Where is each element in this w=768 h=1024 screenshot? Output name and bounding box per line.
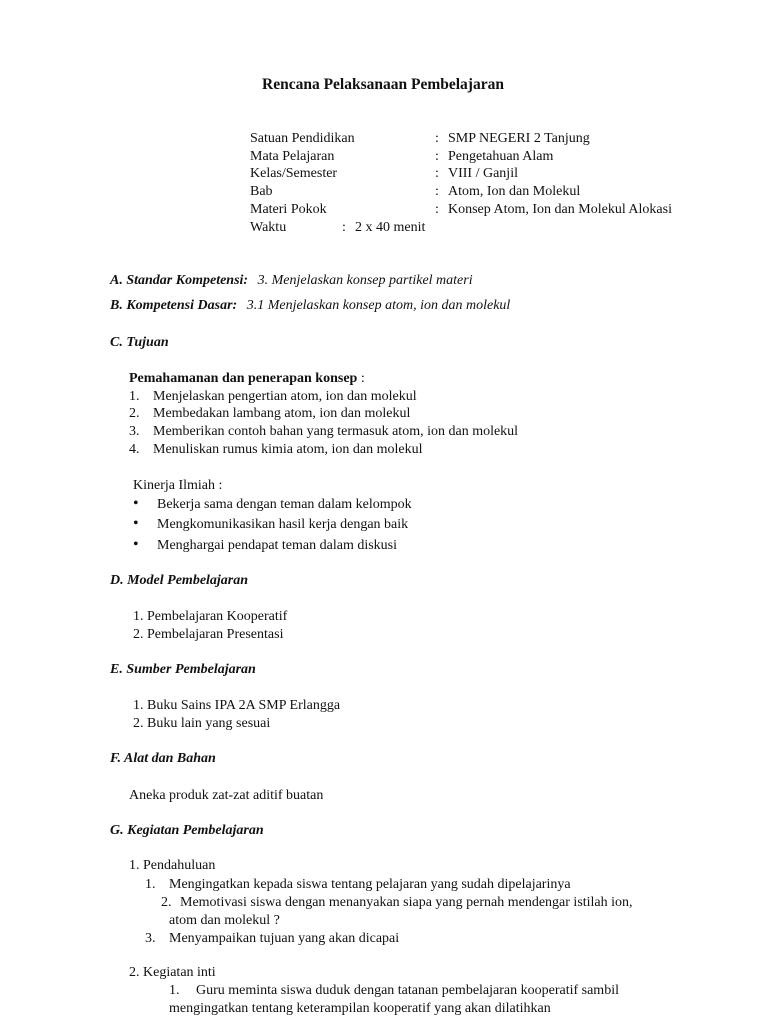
inti-item-cont: mengingatkan tentang keterampilan kooperatif yang akan dilatihkan <box>169 1001 551 1016</box>
section-b-text: 3.1 Menjelaskan konsep atom, ion dan molekul <box>246 298 511 313</box>
pendahuluan-item: Menyampaikan tujuan yang akan dicapai <box>169 931 400 946</box>
identity-value: VIII / Ganjil <box>448 166 518 181</box>
section-b <box>110 297 510 315</box>
pendahuluan-item-cont: atom dan molekul ? <box>169 913 280 928</box>
pendahuluan-item-num: 1. <box>145 877 156 892</box>
tujuan-item-num: 3. <box>129 424 140 439</box>
tujuan-item: Membedakan lambang atom, ion dan molekul <box>153 406 411 421</box>
tujuan-item-num: 4. <box>129 442 140 457</box>
identity-value: Atom, Ion dan Molekul <box>448 184 581 199</box>
model-item: 1. Pembelajaran Kooperatif <box>133 609 288 624</box>
pendahuluan-item: Mengingatkan kepada siswa tentang pelajaran yang sudah dipelajarinya <box>169 877 571 892</box>
pendahuluan-item-num: 2. <box>161 895 172 910</box>
pendahuluan-title: 1. Pendahuluan <box>129 858 216 873</box>
identity-colon: : <box>435 149 439 164</box>
pendahuluan-item: Memotivasi siswa dengan menanyakan siapa yang pernah mendengar istilah ion, <box>180 895 633 910</box>
section-a-heading: A. Standar Kompetensi: <box>110 273 249 288</box>
identity-colon: : <box>435 184 439 199</box>
identity-value: Konsep Atom, Ion dan Molekul Alokasi <box>448 202 672 217</box>
identity-colon: : <box>435 166 439 181</box>
identity-colon: : <box>435 131 439 146</box>
kegiatan-inti-title: 2. Kegiatan inti <box>129 965 216 980</box>
tujuan-item-num: 2. <box>129 406 140 421</box>
kinerja-item: Bekerja sama dengan teman dalam kelompok <box>157 497 412 512</box>
section-b-heading: B. Kompetensi Dasar: <box>110 298 238 313</box>
identity-label: Mata Pelajaran <box>250 149 335 164</box>
identity-label: Kelas/Semester <box>250 166 338 181</box>
identity-colon: : <box>435 202 439 217</box>
page-title: Rencana Pelaksanaan Pembelajaran <box>262 76 504 93</box>
sumber-item: 1. Buku Sains IPA 2A SMP Erlangga <box>133 698 341 713</box>
tujuan-item: Memberikan contoh bahan yang termasuk atom, ion dan molekul <box>153 424 519 439</box>
tujuan-subheading <box>129 370 365 388</box>
identity-label: Satuan Pendidikan <box>250 131 355 146</box>
bullet-icon: • <box>133 536 139 553</box>
kinerja-heading: Kinerja Ilmiah : <box>133 478 223 493</box>
section-f-heading: F. Alat dan Bahan <box>110 751 216 766</box>
bullet-icon: • <box>133 515 139 532</box>
kinerja-item: Mengkomunikasikan hasil kerja dengan baik <box>157 517 409 532</box>
identity-value: Pengetahuan Alam <box>448 149 554 164</box>
pendahuluan-item-num: 3. <box>145 931 156 946</box>
bullet-icon: • <box>133 495 139 512</box>
inti-item-num: 1. <box>169 983 180 998</box>
waktu-label: Waktu <box>250 220 287 235</box>
tujuan-subheading-text: Pemahamanan dan penerapan konsep <box>129 371 358 386</box>
inti-item: Guru meminta siswa duduk dengan tatanan pembelajaran kooperatif sambil <box>196 983 619 998</box>
waktu-value: 2 x 40 menit <box>355 220 426 235</box>
tujuan-item: Menuliskan rumus kimia atom, ion dan molekul <box>153 442 423 457</box>
section-d-heading: D. Model Pembelajaran <box>110 573 249 588</box>
kinerja-item: Menghargai pendapat teman dalam diskusi <box>157 538 398 553</box>
identity-value: SMP NEGERI 2 Tanjung <box>448 131 590 146</box>
section-a-text: 3. Menjelaskan konsep partikel materi <box>257 273 473 288</box>
section-g-heading: G. Kegiatan Pembelajaran <box>110 823 264 838</box>
alat-bahan-text: Aneka produk zat-zat aditif buatan <box>129 788 324 803</box>
model-item: 2. Pembelajaran Presentasi <box>133 627 284 642</box>
tujuan-item: Menjelaskan pengertian atom, ion dan molekul <box>153 389 417 404</box>
section-a <box>110 272 473 290</box>
waktu-colon: : <box>342 220 346 235</box>
tujuan-item-num: 1. <box>129 389 140 404</box>
identity-label: Bab <box>250 184 273 199</box>
section-c-heading: C. Tujuan <box>110 335 169 350</box>
sumber-item: 2. Buku lain yang sesuai <box>133 716 271 731</box>
tujuan-subheading-colon: : <box>357 371 365 386</box>
section-e-heading: E. Sumber Pembelajaran <box>110 662 256 677</box>
identity-label: Materi Pokok <box>250 202 327 217</box>
